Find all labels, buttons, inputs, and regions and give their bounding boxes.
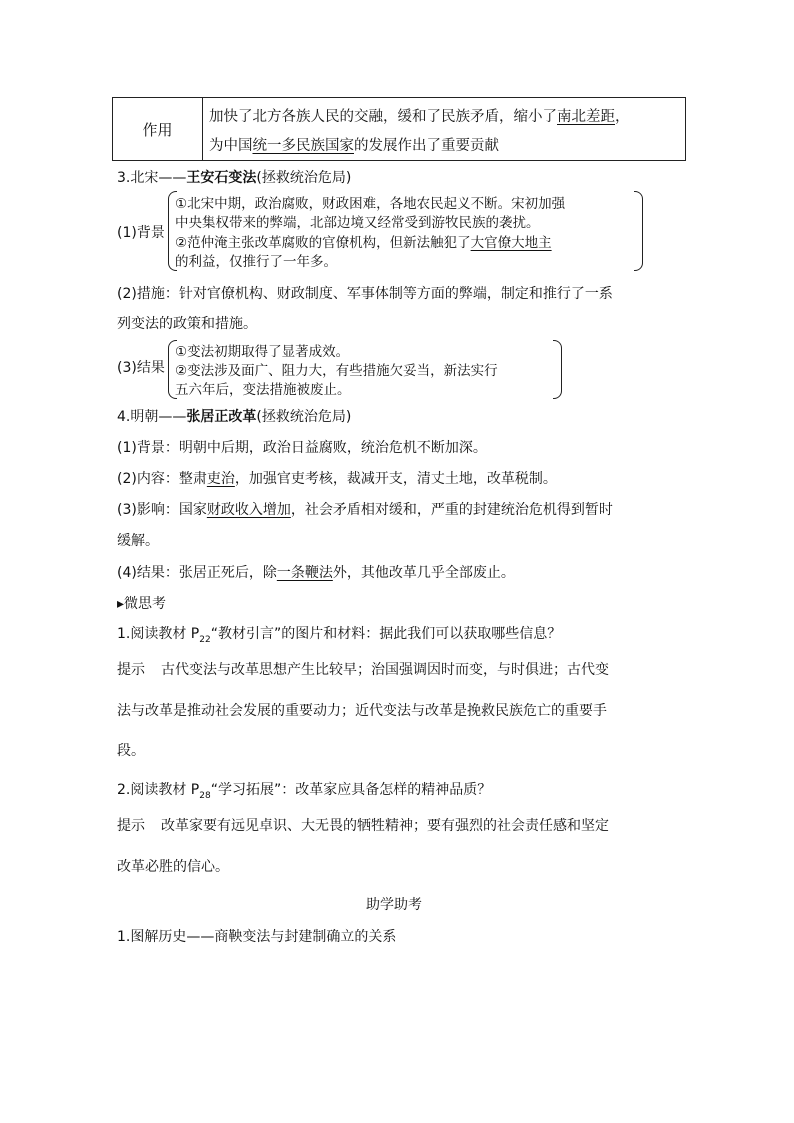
underline-term: 财政收入增加 [206,502,291,518]
table-row-line-2: 为中国统一多民族国家的发展作出了重要贡献 [209,138,499,154]
section-4-heading: 4.明朝——张居正改革(拯救统治危局) [117,409,352,425]
s3-bg-line-3: ②范仲淹主张改革腐败的官僚机构，但新法触犯了大官僚大地主 [175,235,552,251]
help-item-1: 1.图解历史——商鞅变法与封建制确立的关系 [117,929,397,945]
answer-1-line-1: 提示 古代变法与改革思想产生比较早；治国强调因时而变，与时俱进；古代变 [117,662,609,678]
answer-2-line-1: 提示 改革家要有远见卓识、大无畏的牺牲精神；要有强烈的社会责任感和坚定 [117,818,609,834]
right-bracket [553,340,562,399]
table-label: 作用 [142,120,173,139]
s3-measures-line-2: 列变法的政策和措施。 [117,316,257,332]
s3-result-line-2: ②变法涉及面广、阻力大，有些措施欠妥当，新法实行 [175,363,498,379]
think-heading: ▸微思考 [117,596,167,612]
hint-label: 提示 [117,662,145,678]
s3-measures-line-1: (2)措施：针对官僚机构、财政制度、军事体制等方面的弊端，制定和推行了一系 [117,286,613,302]
table-row-line-1: 加快了北方各族人民的交融，缓和了民族矛盾，缩小了南北差距， [209,109,630,125]
question-2: 2.阅读教材 $P_{28}“$学习拓展”：改革家应具备怎样的精神品质？ [117,782,492,801]
s3-result-line-1: ①变法初期取得了显著成效。 [175,344,350,360]
s4-background: (1)背景：明朝中后期，政治日益腐败，统治危机不断加深。 [117,440,487,456]
hint-label: 提示 [117,818,145,834]
summary-table [112,97,686,161]
right-bracket [634,191,643,271]
s3-bg-line-1: ①北宋中期，政治腐败，财政困难，各地农民起义不断。宋初加强 [175,196,566,212]
underline-term: 统一多民族国家 [252,138,354,154]
s4-impact-line-1: (3)影响：国家财政收入增加，社会矛盾相对缓和，严重的封建统治危机得到暂时 [117,502,613,518]
answer-1-line-3: 段。 [117,743,145,759]
answer-1-line-2: 法与改革是推动社会发展的重要动力；近代变法与改革是挽救民族危亡的重要手 [117,703,607,719]
underline-term: 吏治 [206,471,235,487]
question-1: 1.阅读教材 $P_{22}“$教材引言”的图片和材料：据此我们可以获取哪些信息？ [117,626,562,645]
s4-content: (2)内容：整肃吏治，加强官吏考核，裁减开支，清丈土地，改革税制。 [117,471,557,487]
section-3-heading: 3.北宋——王安石变法(拯救统治危局) [117,170,352,186]
s3-bg-line-2: 中央集权带来的弊端，北部边境又经常受到游牧民族的袭扰。 [175,215,540,231]
s3-result-line-3: 五六年后，变法措施被废止。 [175,382,351,398]
s3-bg-line-4: 的利益，仅推行了一年多。 [175,254,337,270]
s4-result: (4)结果：张居正死后，除一条鞭法外，其他改革几乎全部废止。 [117,565,515,581]
s3-background-label: (1)背景 [117,225,165,241]
table-label-cell [113,98,203,160]
help-title: 助学助考 [366,897,422,913]
underline-term: 一条鞭法 [276,565,333,581]
answer-2-line-2: 改革必胜的信心。 [117,859,229,875]
underline-term: 大官僚大地主 [470,235,552,251]
s4-impact-line-2: 缓解。 [117,533,159,549]
s3-result-label: (3)结果 [117,360,165,376]
underline-term: 南北差距 [557,109,615,125]
